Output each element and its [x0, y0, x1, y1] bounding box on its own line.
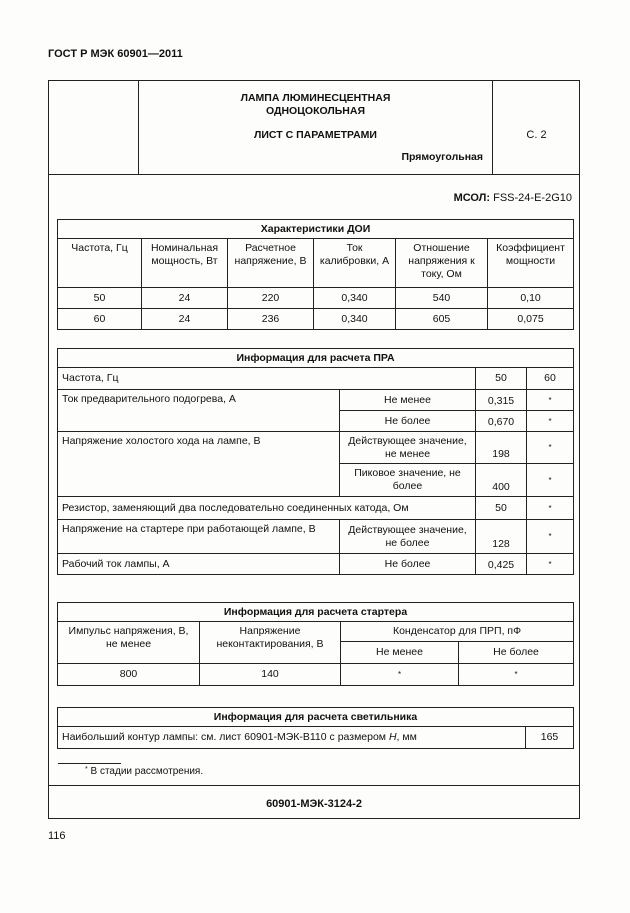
preheat-min-50: 0,315	[476, 390, 527, 411]
pulse-value: 800	[58, 664, 200, 686]
msol-code	[454, 192, 572, 204]
sheet-title: ЛИСТ С ПАРАМЕТРАМИ	[254, 129, 377, 141]
resistor-60: *	[548, 503, 552, 513]
cell-frequency: 50	[58, 288, 142, 309]
title-block	[48, 80, 580, 175]
ocv-peak-label: Пиковое значение, не более	[340, 464, 476, 497]
standard-header: ГОСТ Р МЭК 60901—2011	[48, 48, 183, 60]
footer-divider	[48, 785, 580, 786]
ballast-caption: Информация для расчета ПРА	[58, 349, 574, 368]
col-header: Расчетное напряжение, В	[228, 239, 314, 288]
luminaire-caption: Информация для расчета светильника	[58, 708, 574, 727]
starter-caption: Информация для расчета стартера	[58, 603, 574, 622]
capacitor-header: Конденсатор для ПРП, пФ	[341, 622, 574, 642]
starter-voltage-50: 128	[476, 520, 527, 554]
operating-current-50: 0,425	[476, 554, 527, 575]
cell-current: 0,340	[314, 309, 396, 330]
cell-frequency: 60	[58, 309, 142, 330]
footnote-mark: *	[85, 766, 88, 773]
contour-unit: , мм	[396, 731, 417, 743]
operating-current-label: Рабочий ток лампы, А	[58, 554, 340, 575]
characteristics-caption: Характеристики ДОИ	[58, 220, 574, 239]
preheat-max-50: 0,670	[476, 411, 527, 432]
title-divider-right	[492, 80, 493, 174]
resistor-label: Резистор, заменяющий два последовательно соединенных катода, Ом	[58, 497, 476, 520]
capacitor-max-header: Не более	[459, 642, 574, 664]
resistor-50: 50	[476, 497, 527, 520]
noncontact-header: Напряжение неконтактирования, В	[200, 622, 341, 664]
contour-label	[58, 727, 526, 749]
starter-voltage-60: *	[548, 532, 552, 541]
capacitor-min-header: Не менее	[341, 642, 459, 664]
frequency-label: Частота, Гц	[58, 368, 476, 390]
contour-text: Наибольший контур лампы: см. лист 60901-МЭК-В110 с размером	[62, 731, 387, 743]
ocv-peak-60: *	[548, 475, 552, 485]
operating-current-60: *	[548, 559, 552, 569]
col-header: Номинальная мощность, Вт	[142, 239, 228, 288]
footnote-text: В стадии рассмотрения.	[90, 766, 204, 777]
table-row	[58, 664, 574, 686]
starter-table	[57, 602, 574, 686]
lamp-type-line2: ОДНОЦОКОЛЬНАЯ	[265, 105, 366, 117]
preheat-max-60: *	[548, 416, 552, 426]
cell-ratio: 540	[396, 288, 488, 309]
cell-power: 24	[142, 309, 228, 330]
ocv-rms-50: 198	[476, 432, 527, 464]
preheat-min-label: Не менее	[340, 390, 476, 411]
capacitor-max-value: *	[514, 670, 518, 679]
noncontact-value: 140	[200, 664, 341, 686]
frequency-50: 50	[476, 368, 527, 390]
ballast-table	[57, 348, 574, 575]
preheat-max-label: Не более	[340, 411, 476, 432]
preheat-label: Ток предварительного подогрева, А	[58, 390, 340, 432]
contour-value: 165	[526, 727, 574, 749]
col-header: Отношение напряжения к току, Ом	[396, 239, 488, 288]
starter-voltage-label: Напряжение на стартере при работающей лампе, В	[58, 520, 340, 554]
cell-voltage: 236	[228, 309, 314, 330]
page-number: 116	[48, 830, 66, 842]
table-row	[58, 288, 574, 309]
ocv-rms-label: Действующее значение, не менее	[340, 432, 476, 464]
ocv-label: Напряжение холостого хода на лампе, В	[58, 432, 340, 497]
starter-voltage-condition: Действующее значение, не более	[340, 520, 476, 554]
capacitor-min-value: *	[397, 670, 402, 679]
cell-current: 0,340	[314, 288, 396, 309]
contour-variable: H	[388, 731, 397, 743]
operating-current-condition: Не более	[340, 554, 476, 575]
pulse-header: Импульс напряжения, В, не менее	[58, 622, 200, 664]
msol-value: FSS-24-E-2G10	[493, 192, 572, 204]
cell-power-factor: 0,075	[488, 309, 574, 330]
characteristics-table	[57, 219, 574, 330]
cell-voltage: 220	[228, 288, 314, 309]
luminaire-table	[57, 707, 574, 749]
footnote-rule	[58, 763, 121, 764]
msol-label: МСОЛ:	[453, 192, 491, 204]
col-header: Частота, Гц	[58, 239, 142, 288]
ocv-rms-60: *	[548, 443, 552, 452]
lamp-shape: Прямоугольная	[401, 151, 483, 163]
sheet-page: С. 2	[526, 129, 547, 141]
col-header: Ток калибровки, А	[314, 239, 396, 288]
preheat-min-60: *	[548, 395, 552, 405]
frequency-60: 60	[527, 368, 574, 390]
col-header: Коэффициент мощности	[488, 239, 574, 288]
document-number: 60901-МЭК-3124-2	[266, 798, 362, 810]
cell-ratio: 605	[396, 309, 488, 330]
footnote	[85, 766, 203, 777]
table-row	[58, 309, 574, 330]
ocv-peak-50: 400	[476, 464, 527, 497]
lamp-type-line1: ЛАМПА ЛЮМИНЕСЦЕНТНАЯ	[240, 92, 391, 104]
cell-power: 24	[142, 288, 228, 309]
cell-power-factor: 0,10	[488, 288, 574, 309]
